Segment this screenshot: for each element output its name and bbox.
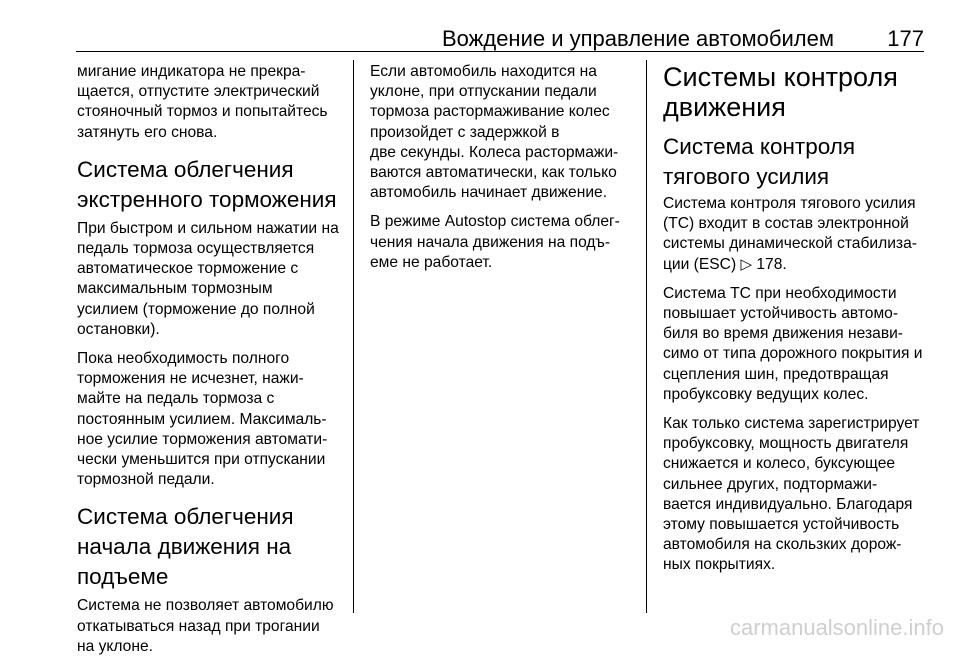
column-3 xyxy=(663,62,935,585)
right-triangle-arrow-icon: ▷ xyxy=(740,255,753,273)
paragraph-traction-control-2: Система TC при необходимости повышает устойчивость автомо- биля во время движения незави- симо от типа дорожного покрытия и сцепления шин, предотвращая пробуксовку ведущих колес. xyxy=(663,284,923,403)
page-number: 177 xyxy=(887,26,924,51)
page-header xyxy=(440,24,924,54)
heading-traction-control: Система контроля тягового усилия xyxy=(663,134,856,189)
page-reference-link[interactable]: 178. xyxy=(756,255,787,273)
paragraph-intro: мигание индикатора не прекра- щается, отпустите электрический стояночный тормоз и попытайтесь затянуть его снова. xyxy=(77,63,328,141)
column-divider-1 xyxy=(353,60,354,613)
paragraph-brake-assist-1: При быстром и сильном нажатии на педаль тормоза осуществляется автоматическое торможение с максимальным тормозным усилием (торможение до полной остановки). xyxy=(77,219,339,338)
column-1 xyxy=(77,62,349,666)
page-header-title: Вождение и управление автомобилем xyxy=(441,26,834,51)
paragraph-hill-start-3: В режиме Autostop система облег- чения начала движения на подъ- еме не работает. xyxy=(370,213,620,271)
column-divider-2 xyxy=(646,60,647,613)
traction-control-text: Система контроля тягового усилия (TC) входит в состав электронной системы динамической стабилиза- ции (ESC) xyxy=(663,195,917,273)
heading-brake-assist: Система облегчения экстренного торможения xyxy=(77,156,337,212)
paragraph-traction-control-1 xyxy=(663,194,935,275)
heading-hill-start-assist: Система облегчения начала движения на подъеме xyxy=(77,504,294,590)
header-divider xyxy=(76,51,924,52)
paragraph-hill-start-1: Система не позволяет автомобилю откатываться назад при трогании на уклоне. xyxy=(77,597,334,655)
column-2 xyxy=(370,62,642,282)
paragraph-traction-control-3: Как только система зарегистрирует пробуксовку, мощность двигателя снижается и колесо, буксующее сильнее других, подтормажи- вается индивидуально. Благодаря этому повышается устойчивость автомобиля на скользких дорож- ных покрытиях. xyxy=(663,415,920,574)
watermark: carmanualsonline.info xyxy=(729,615,944,640)
heading-driving-control-systems: Системы контроля движения xyxy=(663,62,898,122)
paragraph-hill-start-2: Если автомобиль находится на уклоне, при отпускании педали тормоза растормаживание колес произойдет с задержкой в две секунды. Колеса растормажи- ваются автоматически, как только автомобиль начинает движение. xyxy=(370,63,619,202)
paragraph-brake-assist-2: Пока необходимость полного торможения не исчезнет, нажи- майте на педаль тормоза с постоянным усилием. Максималь- ное усилие торможения автомати- чески уменьшится при отпускании тормозной педали. xyxy=(77,350,328,489)
